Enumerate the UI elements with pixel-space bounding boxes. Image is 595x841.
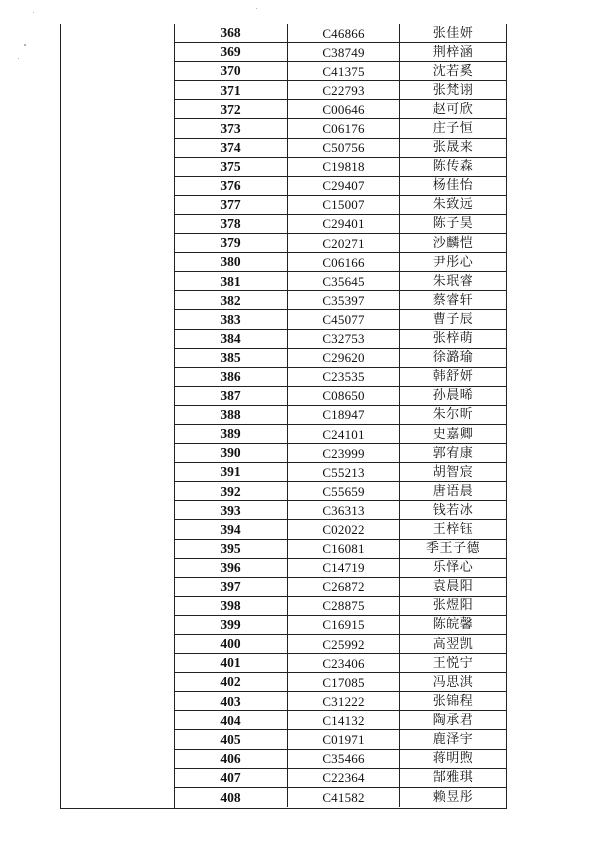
table-row (174, 673, 506, 692)
row-number: 389 (220, 426, 241, 442)
row-code: C16915 (287, 616, 399, 634)
table-row (174, 616, 506, 635)
row-number: 383 (220, 311, 241, 327)
table-row (174, 43, 506, 62)
table-row (174, 788, 506, 807)
table-row (174, 578, 506, 597)
table-row (174, 330, 506, 349)
row-name: 韩舒妍 (399, 368, 506, 386)
row-number: 374 (220, 139, 241, 155)
row-number: 375 (220, 158, 241, 174)
row-number: 394 (220, 521, 241, 537)
row-number: 387 (220, 388, 241, 404)
row-number: 370 (220, 63, 241, 79)
row-code: C36313 (287, 501, 399, 519)
row-code: C23999 (287, 444, 399, 462)
table-row (174, 253, 506, 272)
row-code: C29401 (287, 215, 399, 233)
row-code: C55659 (287, 482, 399, 500)
row-name: 冯思淇 (399, 673, 506, 691)
table-row (174, 196, 506, 215)
row-code: C41375 (287, 62, 399, 80)
row-name: 张佳妍 (399, 24, 506, 42)
table-row (174, 692, 506, 711)
table-row (174, 540, 506, 559)
row-name: 郜雅琪 (399, 769, 506, 787)
row-name: 蒋明煦 (399, 750, 506, 768)
row-number: 388 (220, 407, 241, 423)
row-name: 郭宥康 (399, 444, 506, 462)
row-name: 陶承君 (399, 711, 506, 729)
row-number: 372 (220, 101, 241, 117)
row-name: 孙晨晞 (399, 387, 506, 405)
row-name: 陈子昊 (399, 215, 506, 233)
row-number: 368 (220, 25, 241, 41)
row-name: 朱珉睿 (399, 272, 506, 290)
row-number: 385 (220, 349, 241, 365)
row-name: 朱尔昕 (399, 406, 506, 424)
row-code: C22793 (287, 81, 399, 99)
scan-speck (33, 12, 34, 13)
row-code: C29620 (287, 349, 399, 367)
row-number: 401 (220, 655, 241, 671)
table-row (174, 730, 506, 749)
table-row (174, 234, 506, 253)
row-name: 赖昱彤 (399, 788, 506, 807)
row-number: 379 (220, 235, 241, 251)
row-name: 陈皖馨 (399, 616, 506, 634)
table-row (174, 520, 506, 539)
row-number: 395 (220, 540, 241, 556)
row-name: 鹿泽宇 (399, 730, 506, 748)
row-code: C28875 (287, 597, 399, 615)
row-code: C24101 (287, 425, 399, 443)
row-number: 402 (220, 674, 241, 690)
row-number: 386 (220, 368, 241, 384)
table-row (174, 769, 506, 788)
row-code: C19818 (287, 158, 399, 176)
row-code: C35466 (287, 750, 399, 768)
table-row (174, 215, 506, 234)
row-code: C18947 (287, 406, 399, 424)
row-code: C46866 (287, 24, 399, 42)
row-number: 393 (220, 502, 241, 518)
table-row (174, 425, 506, 444)
row-name: 史嘉卿 (399, 425, 506, 443)
row-name: 高翌凯 (399, 635, 506, 653)
row-name: 赵可欣 (399, 100, 506, 118)
row-name: 王悦宁 (399, 654, 506, 672)
row-number: 369 (220, 44, 241, 60)
table-row (174, 62, 506, 81)
row-number: 390 (220, 445, 241, 461)
row-number: 391 (220, 464, 241, 480)
row-code: C35645 (287, 272, 399, 290)
scan-speck (24, 44, 26, 46)
row-code: C29407 (287, 177, 399, 195)
row-name: 张煜阳 (399, 597, 506, 615)
row-code: C06166 (287, 253, 399, 271)
row-code: C20271 (287, 234, 399, 252)
row-number: 405 (220, 731, 241, 747)
row-number: 371 (220, 82, 241, 98)
row-number: 399 (220, 617, 241, 633)
table-row (174, 81, 506, 100)
row-name: 季王子德 (399, 540, 506, 558)
row-code: C41582 (287, 788, 399, 807)
table-row (174, 158, 506, 177)
row-name: 袁晨阳 (399, 578, 506, 596)
row-name: 沈若奚 (399, 62, 506, 80)
table-row (174, 272, 506, 291)
row-name: 钱若冰 (399, 501, 506, 519)
table-body (174, 24, 506, 807)
row-code: C14132 (287, 711, 399, 729)
roster-table (60, 24, 507, 809)
row-name: 杨佳怡 (399, 177, 506, 195)
table-row (174, 654, 506, 673)
table-row (174, 482, 506, 501)
row-name: 王梓钰 (399, 520, 506, 538)
row-number: 382 (220, 292, 241, 308)
table-row (174, 711, 506, 730)
row-code: C14719 (287, 559, 399, 577)
row-number: 407 (220, 769, 241, 785)
row-code: C23406 (287, 654, 399, 672)
row-name: 张晟来 (399, 139, 506, 157)
row-name: 张梓萌 (399, 330, 506, 348)
row-number: 408 (220, 789, 241, 805)
row-name: 徐潞瑜 (399, 349, 506, 367)
row-code: C17085 (287, 673, 399, 691)
row-code: C25992 (287, 635, 399, 653)
row-name: 胡智宸 (399, 463, 506, 481)
table-row (174, 559, 506, 578)
row-number: 396 (220, 559, 241, 575)
table-row (174, 139, 506, 158)
table-row (174, 349, 506, 368)
row-code: C22364 (287, 769, 399, 787)
row-number: 377 (220, 197, 241, 213)
row-code: C06176 (287, 119, 399, 137)
table-row (174, 635, 506, 654)
row-number: 397 (220, 579, 241, 595)
row-number: 398 (220, 598, 241, 614)
table-row (174, 463, 506, 482)
row-number: 373 (220, 120, 241, 136)
row-name: 尹彤心 (399, 253, 506, 271)
row-code: C55213 (287, 463, 399, 481)
table-row (174, 100, 506, 119)
row-code: C16081 (287, 540, 399, 558)
table-row (174, 368, 506, 387)
row-number: 378 (220, 216, 241, 232)
row-code: C32753 (287, 330, 399, 348)
row-code: C15007 (287, 196, 399, 214)
row-code: C50756 (287, 139, 399, 157)
row-name: 朱致远 (399, 196, 506, 214)
row-code: C02022 (287, 520, 399, 538)
table-row (174, 291, 506, 310)
row-number: 406 (220, 750, 241, 766)
table-row (174, 597, 506, 616)
row-code: C01971 (287, 730, 399, 748)
row-number: 380 (220, 254, 241, 270)
row-code: C31222 (287, 692, 399, 710)
row-name: 唐语晨 (399, 482, 506, 500)
row-number: 404 (220, 712, 241, 728)
row-name: 荆梓涵 (399, 43, 506, 61)
table-row (174, 119, 506, 138)
row-code: C45077 (287, 310, 399, 328)
row-number: 376 (220, 178, 241, 194)
row-name: 庄子恒 (399, 119, 506, 137)
scan-speck (18, 58, 19, 59)
row-name: 蔡睿轩 (399, 291, 506, 309)
row-name: 曹子辰 (399, 310, 506, 328)
row-name: 张锦程 (399, 692, 506, 710)
row-name: 陈传森 (399, 158, 506, 176)
row-name: 沙麟恺 (399, 234, 506, 252)
row-code: C35397 (287, 291, 399, 309)
row-name: 乐怿心 (399, 559, 506, 577)
row-number: 381 (220, 273, 241, 289)
table-row (174, 750, 506, 769)
table-row (174, 501, 506, 520)
table-row (174, 24, 506, 43)
table-row (174, 406, 506, 425)
table-row (174, 387, 506, 406)
row-number: 400 (220, 636, 241, 652)
table-row (174, 310, 506, 329)
row-number: 392 (220, 483, 241, 499)
row-number: 384 (220, 330, 241, 346)
row-code: C38749 (287, 43, 399, 61)
row-code: C00646 (287, 100, 399, 118)
row-name: 张梵诩 (399, 81, 506, 99)
table-row (174, 444, 506, 463)
row-code: C26872 (287, 578, 399, 596)
row-code: C23535 (287, 368, 399, 386)
row-code: C08650 (287, 387, 399, 405)
table-row (174, 177, 506, 196)
scan-speck (256, 8, 257, 9)
row-number: 403 (220, 693, 241, 709)
